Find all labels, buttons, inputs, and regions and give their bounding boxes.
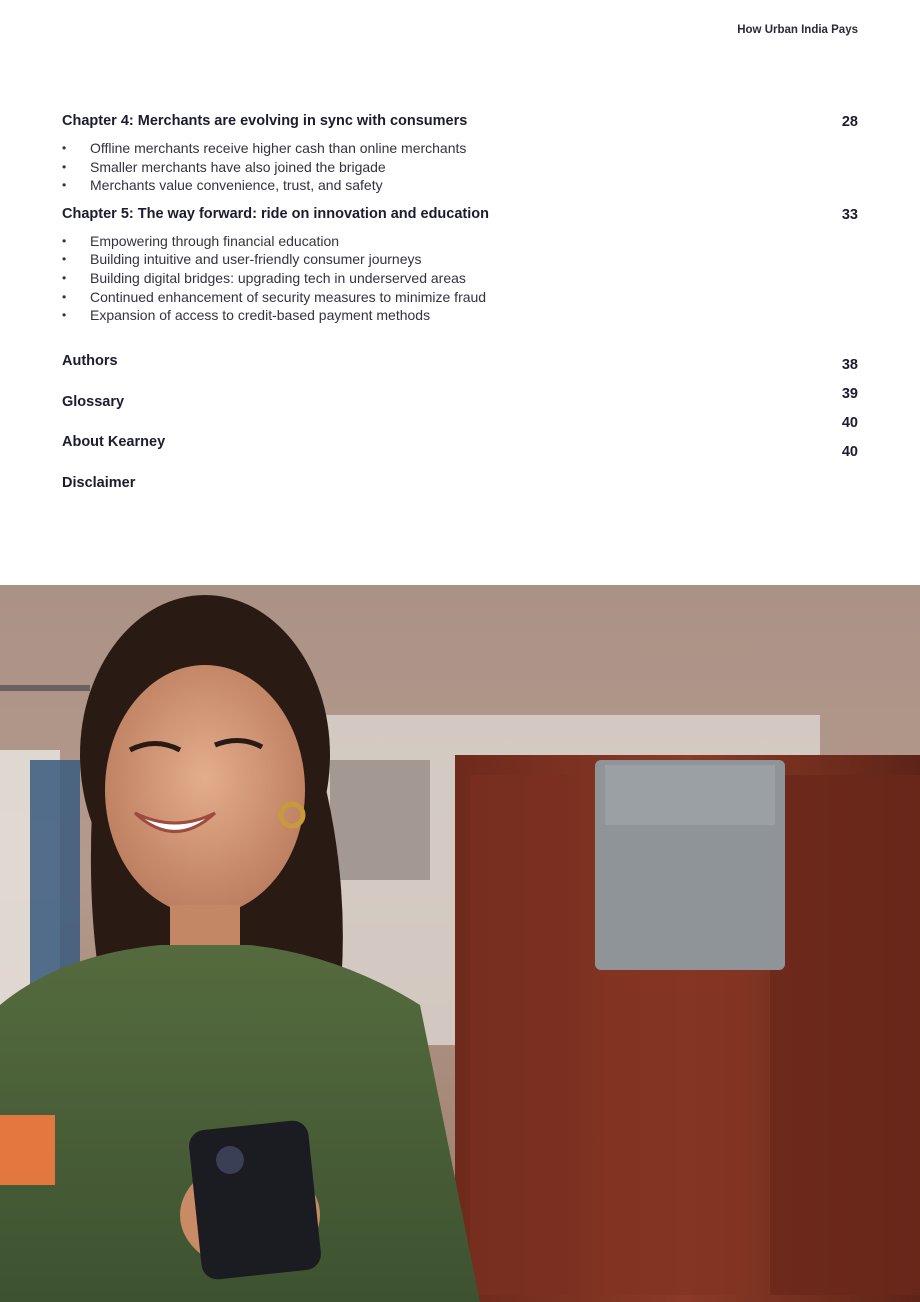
section-page-number: 40 bbox=[841, 415, 858, 431]
bullet-text: Building digital bridges: upgrading tech in underserved areas bbox=[90, 269, 466, 286]
bullet-icon: • bbox=[62, 252, 67, 267]
woman-with-smartphone-photo bbox=[0, 585, 920, 1302]
toc-section-about-kearney[interactable]: About Kearney bbox=[62, 434, 166, 450]
list-item bbox=[62, 139, 858, 158]
chapter-page-number: 33 bbox=[841, 206, 858, 223]
bullet-text: Smaller merchants have also joined the brigade bbox=[90, 158, 386, 175]
toc-chapter-5[interactable] bbox=[62, 205, 858, 325]
list-item bbox=[62, 232, 858, 251]
bullet-text: Offline merchants receive higher cash than online merchants bbox=[90, 140, 467, 156]
bullet-icon: • bbox=[62, 159, 67, 174]
section-page-number: 40 bbox=[841, 444, 858, 460]
list-item bbox=[62, 306, 858, 325]
bullet-icon: • bbox=[62, 270, 67, 285]
table-of-contents bbox=[62, 112, 858, 333]
list-item bbox=[62, 176, 858, 195]
chapter-title: Chapter 4: Merchants are evolving in sync with consumers bbox=[62, 113, 468, 129]
toc-section-page-numbers bbox=[798, 356, 858, 472]
list-item bbox=[62, 250, 858, 269]
chapter-bullet-list bbox=[62, 232, 858, 325]
bullet-icon: • bbox=[62, 141, 67, 155]
chapter-bullet-list bbox=[62, 139, 858, 195]
chapter-page-number: 28 bbox=[841, 114, 858, 130]
chapter-title: Chapter 5: The way forward: ride on innovation and education bbox=[62, 205, 489, 222]
bullet-text: Continued enhancement of security measures to minimize fraud bbox=[90, 288, 487, 305]
running-header: How Urban India Pays bbox=[737, 24, 858, 36]
toc-section-authors[interactable]: Authors bbox=[62, 353, 118, 369]
list-item bbox=[62, 269, 858, 288]
toc-section-glossary[interactable]: Glossary bbox=[62, 393, 125, 410]
bullet-icon: • bbox=[62, 308, 67, 323]
bullet-icon: • bbox=[62, 178, 67, 193]
bullet-icon: • bbox=[62, 289, 67, 304]
section-page-number: 39 bbox=[841, 386, 858, 402]
bullet-text: Building intuitive and user-friendly consumer journeys bbox=[90, 251, 422, 268]
bullet-text: Empowering through financial education bbox=[90, 232, 340, 249]
bullet-text: Expansion of access to credit-based payment methods bbox=[90, 307, 431, 324]
toc-chapter-4[interactable] bbox=[62, 112, 858, 195]
list-item bbox=[62, 158, 858, 177]
photo-illustration bbox=[0, 585, 920, 1302]
toc-sections bbox=[62, 352, 362, 514]
section-page-number: 38 bbox=[841, 357, 858, 373]
bullet-icon: • bbox=[62, 233, 67, 248]
bullet-text: Merchants value convenience, trust, and safety bbox=[90, 177, 383, 194]
toc-section-disclaimer[interactable]: Disclaimer bbox=[62, 474, 136, 491]
list-item bbox=[62, 288, 858, 307]
